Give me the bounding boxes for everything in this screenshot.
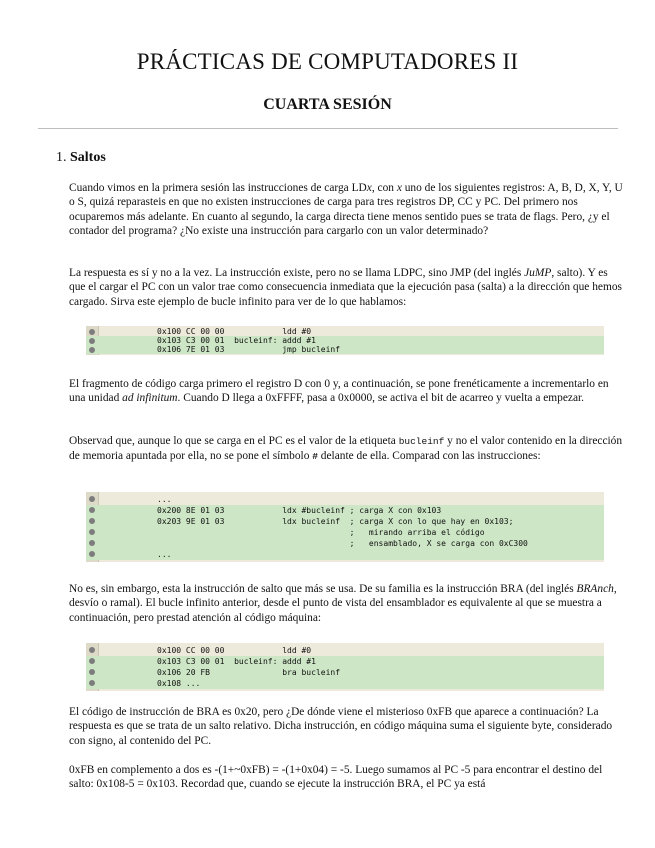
page-subtitle: CUARTA SESIÓN <box>263 96 392 113</box>
code-text: ... <box>157 495 172 504</box>
code-line <box>86 516 604 527</box>
paragraph-5-text-a: No es, sin embargo, esta la instrucción de salto que más se usa. De su familia es la instrucción BRA (del inglés <box>69 583 577 595</box>
section-number: 1. <box>56 150 67 165</box>
paragraph-1 <box>69 181 624 238</box>
code-line <box>86 345 604 354</box>
code-text: 0x103 C3 00 01 bucleinf: addd #1 <box>157 336 316 345</box>
title-divider <box>38 128 618 129</box>
paragraph-3-text-b: . Cuando D llega a 0xFFFF, pasa a 0x0000, se activa el bit de acarreo y vuelta a empezar. <box>177 392 585 405</box>
paragraph-1-var-b: x <box>396 182 402 194</box>
paragraph-2 <box>69 266 624 309</box>
code-text: ... <box>157 550 172 559</box>
paragraph-1-text-b: , con <box>371 182 397 194</box>
paragraph-3-italic: ad infinitum <box>122 392 178 405</box>
breakpoint-dot-icon <box>89 540 95 546</box>
paragraph-1-text-c: uno de los siguientes registros: A, B, D, X, Y, U o S, quizá reparasteis en que no existen instrucciones de carga para tres registros DP, CC y PC. Del primero nos ocuparemos más adelante. En cuanto al segundo, la carga directa tiene menos sentido pues se trata de flags. Pero, ¿y el contador del programa? ¿No existe una instrucción para cargarlo con un valor determinado? <box>69 182 623 237</box>
paragraph-1-text-a: Cuando vimos en la primera sesión las instrucciones de carga LD <box>69 182 367 194</box>
paragraph-4-text-a: Observad que, aunque lo que se carga en el PC es el valor de la etiqueta <box>69 435 399 447</box>
breakpoint-dot-icon <box>89 338 95 344</box>
code-block-1 <box>86 326 604 355</box>
paragraph-3 <box>69 377 624 406</box>
breakpoint-dot-icon <box>89 518 95 524</box>
paragraph-2-text-b: , salto). Y es que el cargar el PC con un valor trae como consecuencia inmediata que la ejecución pasa (salta) a la dirección que hemos cargado. Sirva este ejemplo de bucle infinito para ver de lo que hablamos: <box>69 267 622 308</box>
code-line <box>86 645 604 656</box>
code-block-3 <box>86 643 604 691</box>
code-line <box>86 549 604 560</box>
code-line <box>86 327 604 336</box>
paragraph-3-text-a: El fragmento de código carga primero el registro D con 0 y, a continuación, se pone frenéticamente a incrementarlo en una unidad <box>69 378 609 405</box>
breakpoint-dot-icon <box>89 669 95 675</box>
paragraph-4-text-b: y no el valor contenido en la dirección de memoria apuntada por ella, no se pone el símbolo <box>69 435 623 463</box>
paragraph-4-code: bucleinf <box>398 436 445 447</box>
paragraph-5-italic: BRAnch <box>576 583 614 595</box>
code-line <box>86 667 604 678</box>
section-heading <box>56 150 106 166</box>
breakpoint-dot-icon <box>89 551 95 557</box>
code-line <box>86 527 604 538</box>
paragraph-4 <box>69 434 624 465</box>
paragraph-2-italic: JuMP <box>524 267 552 279</box>
section-title: Saltos <box>70 150 106 165</box>
page-title: PRÁCTICAS DE COMPUTADORES II <box>136 49 519 74</box>
code-text: 0x108 ... <box>157 679 201 688</box>
paragraph-6: El código de instrucción de BRA es 0x20, pero ¿De dónde viene el misterioso 0xFB que aparece a continuación? La respuesta es que se trata de un salto relativo. Dicha instrucción, en código máquina suma el siguiente byte, considerado con signo, al contenido del PC. <box>69 706 613 747</box>
paragraph-4-text-c: delante de ella. Comparad con las instrucciones: <box>317 450 541 463</box>
paragraph-7: 0xFB en complemento a dos es -(1+~0xFB) = -(1+0x04) = -5. Luego sumamos al PC -5 para encontrar el destino del salto: 0x108-5 = 0x103. Recordad que, cuando se ejecute la instrucción BRA, el PC ya está <box>69 764 603 791</box>
code-text: 0x200 8E 01 03 ldx #bucleinf ; carga X con 0x103 <box>157 506 442 515</box>
paragraph-5-text-b: , desvío o ramal). El bucle infinito anterior, desde el punto de vista del ensamblador es equivalente al que se muestra a continuación, pero prestad atención al código máquina: <box>69 583 617 624</box>
code-line <box>86 538 604 549</box>
breakpoint-dot-icon <box>89 647 95 653</box>
breakpoint-dot-icon <box>89 496 95 502</box>
paragraph-2-text-a: La respuesta es sí y no a la vez. La instrucción existe, pero no se llama LDPC, sino JMP (del inglés <box>69 267 525 279</box>
code-text: 0x100 CC 00 00 ldd #0 <box>157 327 312 336</box>
code-text: ; mirando arriba el código <box>157 528 485 537</box>
code-text: 0x203 9E 01 03 ldx bucleinf ; carga X con lo que hay en 0x103; <box>157 517 514 526</box>
code-block-2 <box>86 492 604 562</box>
code-text: ; ensamblado, X se carga con 0xC300 <box>157 539 528 548</box>
code-line <box>86 656 604 667</box>
breakpoint-dot-icon <box>89 680 95 686</box>
code-text: 0x106 20 FB bra bucleinf <box>157 668 341 677</box>
code-text: 0x106 7E 01 03 jmp bucleinf <box>157 345 341 354</box>
code-text: 0x103 C3 00 01 bucleinf: addd #1 <box>157 657 316 666</box>
code-line <box>86 678 604 689</box>
code-text: 0x100 CC 00 00 ldd #0 <box>157 646 312 655</box>
paragraph-1-var-a: x <box>366 182 372 194</box>
breakpoint-dot-icon <box>89 347 95 353</box>
code-line <box>86 336 604 345</box>
code-line <box>86 505 604 516</box>
breakpoint-dot-icon <box>89 329 95 335</box>
breakpoint-dot-icon <box>89 529 95 535</box>
code-line <box>86 494 604 505</box>
breakpoint-dot-icon <box>89 507 95 513</box>
paragraph-5 <box>69 582 624 625</box>
breakpoint-dot-icon <box>89 658 95 664</box>
paragraph-4-symbol: # <box>312 451 318 463</box>
